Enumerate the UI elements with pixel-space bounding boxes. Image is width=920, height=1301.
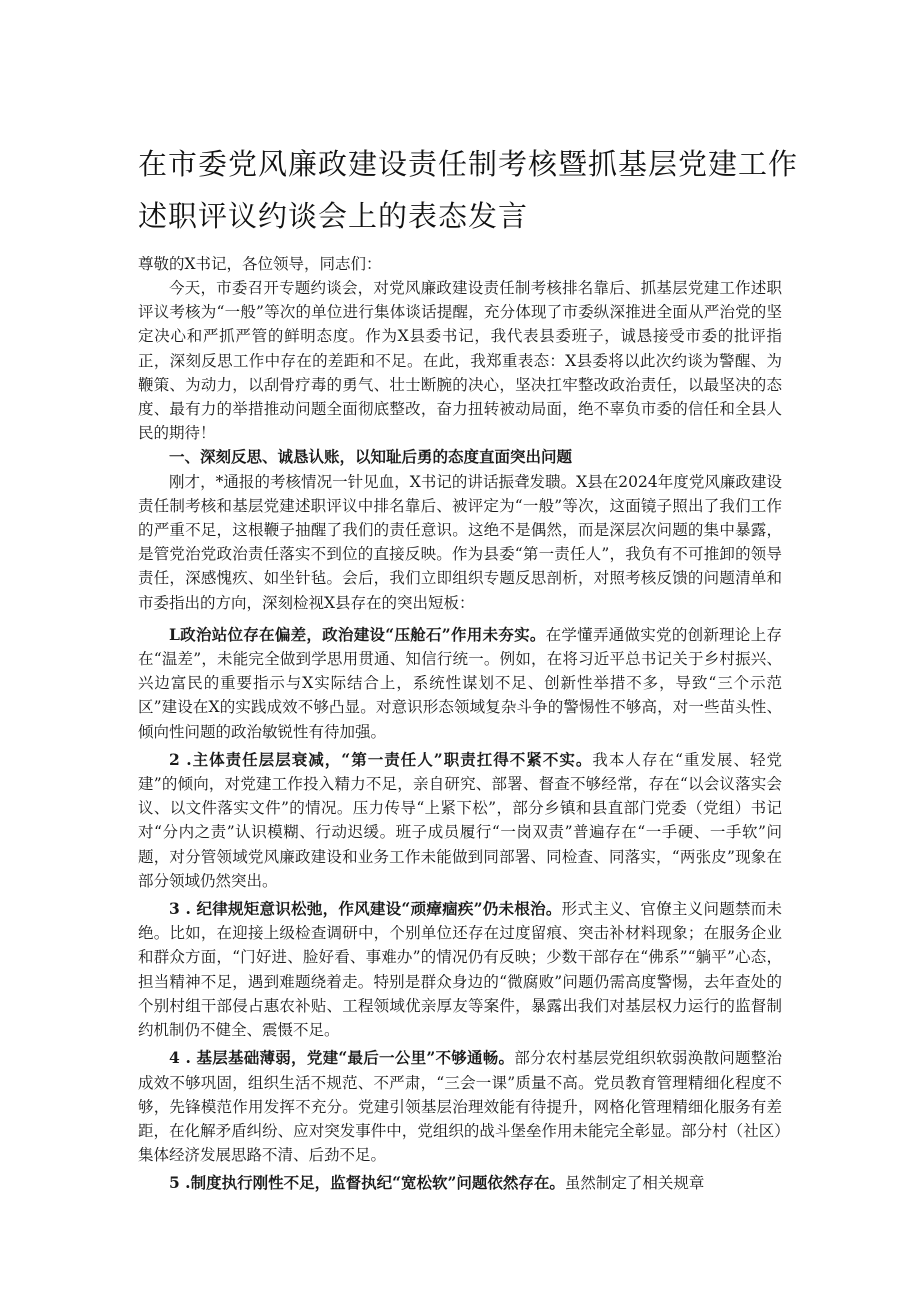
problem-item-1 <box>138 623 782 744</box>
problem-item-4-lead: 4 . 基层基础薄弱，党建“最后一公里”不够通畅。 <box>169 1048 515 1068</box>
problem-item-4 <box>138 1046 782 1167</box>
problem-item-2 <box>138 748 782 893</box>
problem-item-3 <box>138 897 782 1042</box>
problem-item-5-lead: 5 .制度执行刚性不足，监督执纪“宽松软”问题依然存在。 <box>169 1173 565 1193</box>
problem-item-5 <box>138 1171 782 1195</box>
problem-item-5-body: 虽然制定了相关规章 <box>564 1174 705 1193</box>
problem-item-4-body: 部分农村基层党组织软弱涣散问题整治成效不够巩固，组织生活不规范、不严肃，“三会一课”质量不高。党员教育管理精细化程度不够，先锋模范作用发挥不充分。党建引领基层治理效能有待提升，网格化管理精细化服务有差距，在化解矛盾纠纷、应对突发事件中，党组织的战斗堡垒作用未能完全彰显。部分村（社区）集体经济发展思路不清、后劲不足。 <box>138 1049 782 1165</box>
section-1-heading: 一、深刻反思、诚恳认账，以知耻后勇的态度直面突出问题 <box>169 447 573 467</box>
problem-item-2-lead: 2 .主体责任层层衰减，“第一责任人”职责扛得不紧不实。 <box>169 749 593 769</box>
intro-paragraph: 今天，市委召开专题约谈会，对党风廉政建设责任制考核排名靠后、抓基层党建工作述职评议考核为“一般”等次的单位进行集体谈话提醒，充分体现了市委纵深推进全面从严治党的坚定决心和严抓严管的鲜明态度。作为X县委书记，我代表县委班子，诚恳接受市委的批评指正，深刻反思工作中存在的差距和不足。在此，我郑重表态：X县委将以此次约谈为警醒、为鞭策、为动力，以刮骨疗毒的勇气、壮士断腕的决心，坚决扛牢整改政治责任，以最坚决的态度、最有力的举措推动问题全面彻底整改，奋力扭转被动局面，绝不辜负市委的信任和全县人民的期待！ <box>138 279 782 443</box>
document-page <box>138 138 799 1196</box>
problem-item-3-lead: 3 . 纪律规矩意识松弛，作风建设“顽瘴痼疾”仍未根治。 <box>169 899 562 919</box>
problem-item-2-body: 我本人存在“重发展、轻党建”的倾向，对党建工作投入精力不足，亲自研究、部署、督查不够经常，存在“以会议落实会议、以文件落实文件”的情况。压力传导“上紧下松”，部分乡镇和县直部门党委（党组）书记对“分内之责”认识模糊、行动迟缓。班子成员履行“一岗双责”普遍存在“一手硬、一手软”问题，对分管领域党风廉政建设和业务工作未能做到同部署、同检查、同落实，“两张皮”现象在部分领域仍然突出。 <box>138 750 782 890</box>
problem-item-1-body: 在学懂弄通做实党的创新理论上存在“温差”，未能完全做到学思用贯通、知信行统一。例如，在将习近平总书记关于乡村振兴、兴边富民的重要指示与X实际结合上，系统性谋划不足、创新性举措不多，导致“三个示范区”建设在X的实践成效不够凸显。对意识形态领域复杂斗争的警惕性不够高，对一些苗头性、倾向性问题的政治敏锐性有待加强。 <box>138 625 782 741</box>
document-title <box>138 138 799 242</box>
problem-item-3-body: 形式主义、官僚主义问题禁而未绝。比如，在迎接上级检查调研中，个别单位还存在过度留痕、突击补材料现象；在服务企业和群众方面，“门好进、脸好看、事难办”的情况仍有反映；少数干部存在“佛系”“躺平”心态，担当精神不足，遇到难题绕着走。特别是群众身边的“微腐败”问题仍需高度警惕，去年查处的个别村组干部侵占惠农补贴、工程领域优亲厚友等案件，暴露出我们对基层权力运行的监督制约机制仍不健全、震慑不足。 <box>138 900 782 1040</box>
title-line-1: 在市委党风廉政建设责任制考核暨抓基层党建工作 <box>138 147 799 181</box>
title-line-2: 述职评议约谈会上的表态发言 <box>138 199 529 233</box>
salutation: 尊敬的X书记，各位领导，同志们： <box>138 255 382 273</box>
problem-item-1-lead: L政治站位存在偏差，政治建设“压舱石”作用未夯实。 <box>169 624 546 644</box>
section-1-paragraph: 刚才，*通报的考核情况一针见血，X书记的讲话振聋发聩。X县在2024年度党风廉政建设责任制考核和基层党建述职评议中排名靠后、被评定为“一般”等次，这面镜子照出了我们工作的严重不足，这根鞭子抽醒了我们的责任意识。这绝不是偶然，而是深层次问题的集中暴露，是管党治党政治责任落实不到位的直接反映。作为县委“第一责任人”，我负有不可推卸的领导责任，深感愧疚、如坐针毡。会后，我们立即组织专题反思剖析，对照考核反馈的问题清单和市委指出的方向，深刻检视X县存在的突出短板： <box>138 472 782 612</box>
